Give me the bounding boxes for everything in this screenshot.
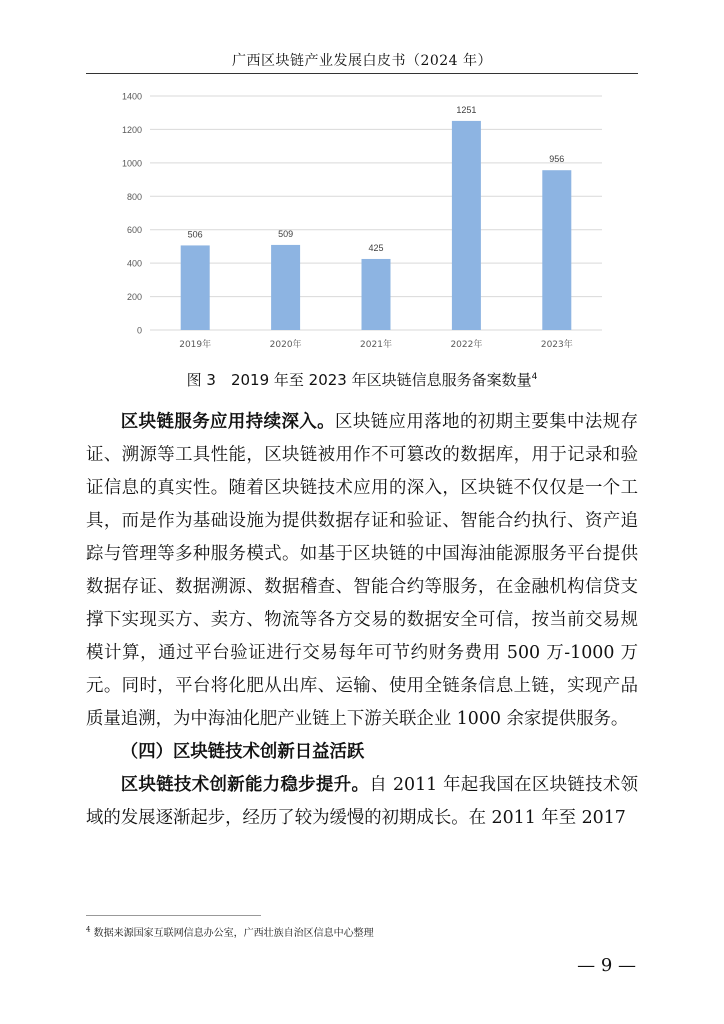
- bar: [542, 170, 571, 330]
- paragraph-1: [86, 406, 638, 736]
- caption-text: 图 3 2019 年至 2023 年区块链信息服务备案数量: [186, 371, 532, 389]
- bar: [362, 259, 391, 330]
- bar: [181, 245, 210, 330]
- footnote-rule: [86, 915, 261, 916]
- page-number: — 9 —: [577, 955, 636, 976]
- x-tick-label: 2022年: [450, 340, 483, 350]
- y-tick-label: 1200: [121, 124, 142, 135]
- y-tick-label: 600: [126, 225, 142, 236]
- footnote-number: 4: [86, 925, 91, 934]
- data-label: 425: [368, 242, 384, 253]
- body-text: [86, 406, 638, 835]
- paragraph-2: [86, 769, 638, 835]
- y-tick-label: 200: [126, 292, 142, 303]
- y-tick-label: 0: [136, 325, 142, 336]
- caption-footnote-ref: 4: [531, 372, 538, 382]
- y-tick-label: 1400: [121, 91, 142, 102]
- footnote: [86, 924, 374, 939]
- data-label: 506: [187, 229, 203, 240]
- data-label: 1251: [456, 104, 477, 115]
- y-tick-label: 1000: [121, 158, 142, 169]
- paragraph-2-body: 自 2011 年起我国在区块链技术领域的发展逐渐起步，经历了较为缓慢的初期成长。在 2011 年至 2017: [86, 775, 638, 828]
- x-tick-label: 2021年: [360, 340, 392, 350]
- x-tick-label: 2020年: [269, 340, 302, 350]
- page-header: 广西区块链产业发展白皮书（2024 年）: [231, 53, 493, 69]
- y-tick-label: 400: [126, 258, 142, 269]
- bar-chart: [100, 86, 610, 356]
- bar: [452, 121, 481, 330]
- figure-caption: [0, 369, 724, 390]
- paragraph-2-lead: 区块链技术创新能力稳步提升。: [120, 775, 370, 795]
- data-label: 956: [549, 154, 565, 165]
- bar: [271, 245, 300, 330]
- section-subheading: （四）区块链技术创新日益活跃: [120, 742, 365, 762]
- header-rule: [86, 73, 638, 74]
- paragraph-1-body: 区块链应用落地的初期主要集中法规存证、溯源等工具性能，区块链被用作不可篡改的数据库，用于记录和验证信息的真实性。随着区块链技术应用的深入，区块链不仅仅是一个工具，而是作为基础设施为提供数据存证和验证、智能合约执行、资产追踪与管理等多种服务模式。如基于区块链的中国海油能源服务平台提供数据存证、数据溯源、数据稽查、智能合约等服务，在金融机构信贷支撑下实现买方、卖方、物流等各方交易的数据安全可信，按当前交易规模计算，通过平台验证进行交易每年可节约财务费用 500 万-1000 万元。同时，平台将化肥从出库、运输、使用全链条信息上链，实现产品质量追溯，为中海油化肥产业链上下游关联企业 1000 余家提供服务。: [86, 412, 638, 729]
- y-tick-label: 800: [126, 191, 142, 202]
- x-tick-label: 2019年: [179, 340, 212, 350]
- x-tick-label: 2023年: [540, 340, 573, 350]
- data-label: 509: [278, 228, 294, 239]
- footnote-text: 数据来源国家互联网信息办公室，广西壮族自治区信息中心整理: [90, 928, 374, 939]
- paragraph-1-lead: 区块链服务应用持续深入。: [120, 412, 335, 432]
